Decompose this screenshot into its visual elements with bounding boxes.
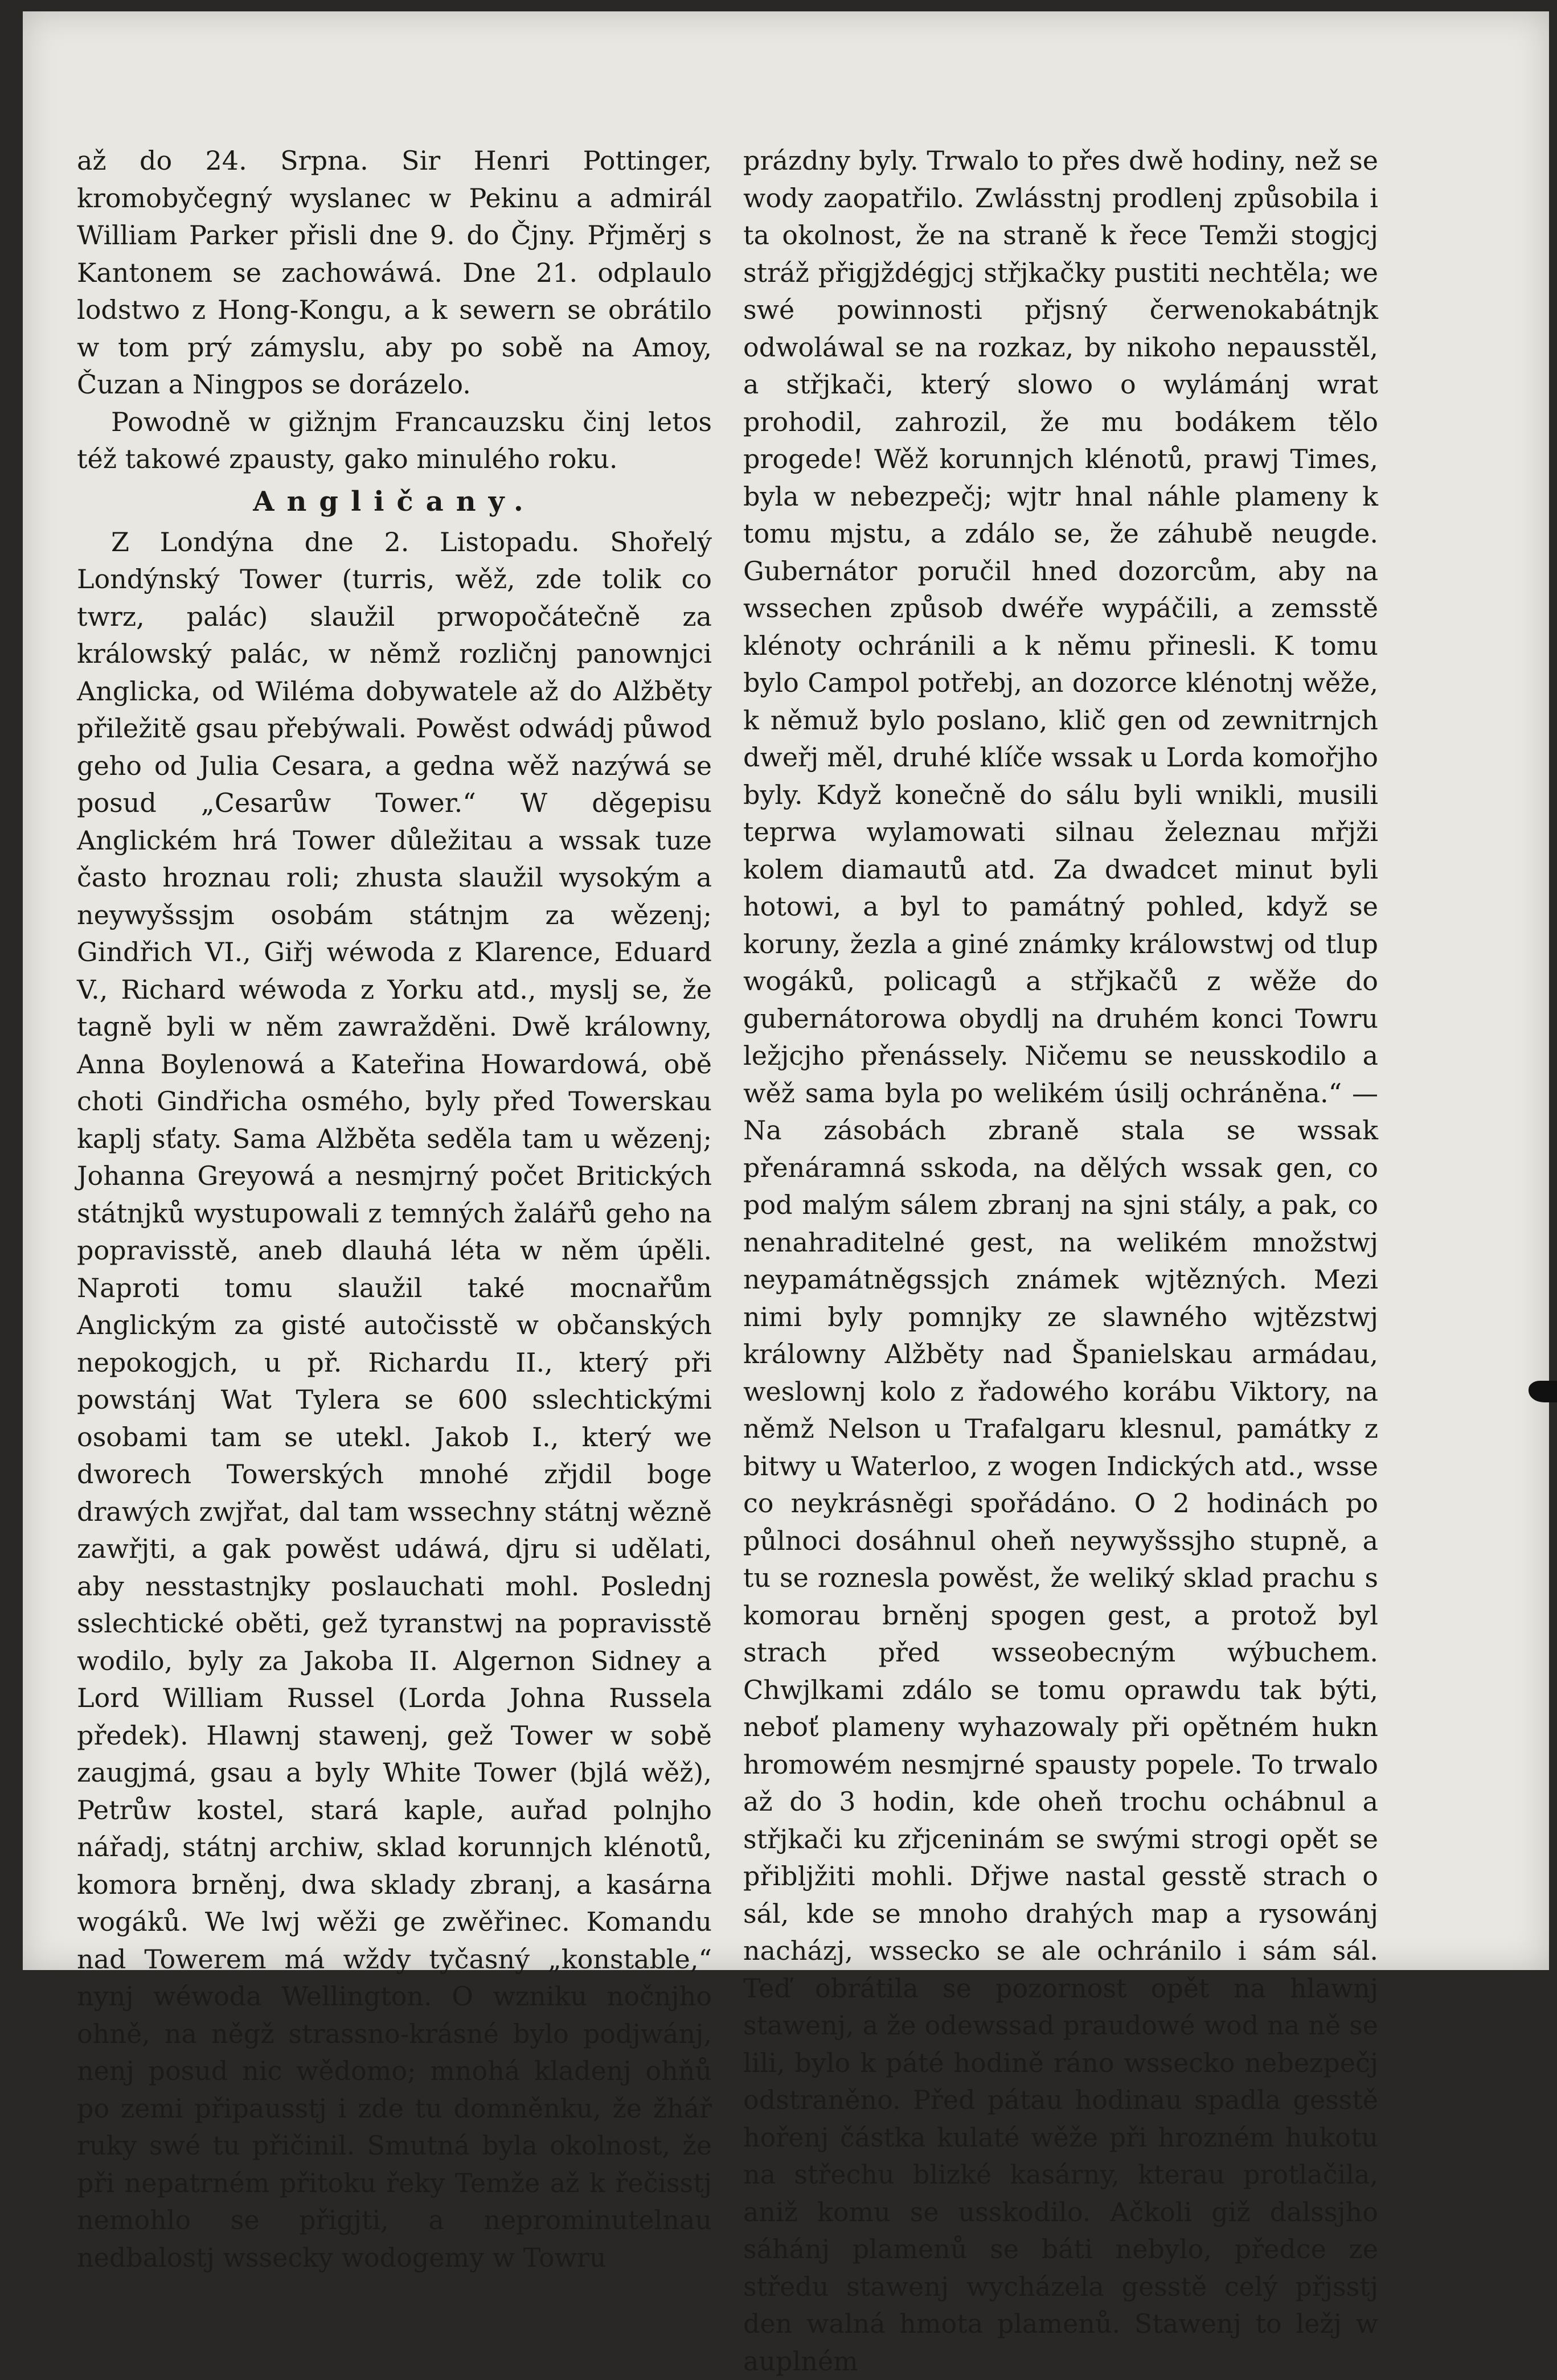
paragraph-london-tower: Z Londýna dne 2. Listopadu. Shořelý Londýnský Tower (turris, wěž, zde tolik co twrz, palác) slaužil prwopočátečně za králowský palác, w němž rozličnj panownjci Anglicka, od Wiléma dobywatele až do Alžběty přiležitě gsau přebýwali. Powěst odwádj půwod geho od Julia Cesara, a gedna wěž nazýwá se posud „Cesarůw Tower.“ W děgepisu Anglickém hrá Tower důležitau a wssak tuze často hroznau roli; zhusta slaužil wysokým a neywyšssjm osobám státnjm za wězenj; Gindřich VI., Giřj wéwoda z Klarence, Eduard V., Richard wéwoda z Yorku atd., myslj se, že tagně byli w něm zawražděni. Dwě králowny, Anna Boylenowá a Kateřina Howardowá, obě choti Gindřicha osmého, byly před Towerskau kaplj sťaty. Sama Alžběta seděla tam u wězenj; Johanna Greyowá a nesmjrný počet Britických státnjků wystupowali z temných žalářů geho na popravisstě, aneb dlauhá léta w něm úpěli. Naproti tomu slaužil také mocnařům Anglickým za gisté autočisstě w občanských nepokogjch, u př. Richardu II., který při powstánj Wat Tylera se 600 sslechtickými osobami tam se utekl. Jakob I., který we dworech Towerských mnohé zřjdil boge drawých zwjřat, dal tam wssechny státnj wězně zawřjti, a gak powěst udáwá, djru si udělati, aby nesstastnjky poslauchati mohl. Poslednj sslechtické oběti, gež tyranstwj na popravisstě wodilo, byly za Jakoba II. Algernon Sidney a Lord William Russel (Lorda Johna Russela předek). Hlawnj stawenj, gež Tower w sobě zaugjmá, gsau a byly White Tower (bjlá wěž), Petrůw kostel, stará kaple, auřad polnjho nářadj, státnj archiw, sklad korunnjch klénotů, komora brněnj, dwa sklady zbranj, a kasárna wogáků. We lwj wěži ge zwěřinec. Komandu nad Towerem má wždy tyčasný „konstable,“ nynj wéwoda Wellington. O wzniku nočnjho ohně, na něgž strassno-krásné bylo podjwánj, nenj posud nic wědomo; mnohá kladenj ohňů po zemi připausstj i zde tu domněnku, že žhář ruky swé tu přičinil. Smutná byla okolnost, že při nepatrném přitoku řeky Temže až k řečisstj nemohlo se přigjti, a neprominutelnau nedbalostj wssecky wodogemy w Towru [77,526,712,2273]
paragraph-tower-fire: prázdny byly. Trwalo to přes dwě hodiny, než se wody zaopatřilo. Zwlásstnj prodlenj způsobila i ta okolnost, že na straně k řece Temži stogjcj stráž přigjždégjcj střjkačky pustiti nechtěla; we swé powinnosti přjsný čerwenokabátnjk odwoláwal se na rozkaz, by nikoho nepausstěl, a střjkači, který slowo o wylámánj wrat prohodil, zahrozil, že mu bodákem tělo progede! Wěž korunnjch klénotů, prawj Times, byla w nebezpečj; wjtr hnal náhle plameny k tomu mjstu, a zdálo se, že záhubě neugde. Gubernátor poručil hned dozorcům, aby na wssechen způsob dwéře wypáčili, a zemsstě klénoty ochránili a k němu přinesli. K tomu bylo Campol potřebj, an dozorce klénotnj wěže, k němuž bylo poslano, klič gen od zewnitrnjch dweřj měl, druhé klíče wssak u Lorda komořjho byly. Když konečně do sálu byli wnikli, musili teprwa wylamowati silnau železnau mřjži kolem diamautů atd. Za dwadcet minut byli hotowi, a byl to památný pohled, když se koruny, žezla a giné známky králowstwj od tlup wogáků, policagů a střjkačů z wěže do gubernátorowa obydlj na druhém konci Towru ležjcjho přenássely. Ničemu se neusskodilo a wěž sama byla po welikém úsilj ochráněna.“ — Na zásobách zbraně stala se wssak přenáramná sskoda, na dělých wssak gen, co pod malým sálem zbranj na sjni stály, a pak, co nenahraditelné gest, na welikém množstwj neypamátněgssjch známek wjtězných. Mezi nimi byly pomnjky ze slawného wjtězstwj králowny Alžběty nad Španielskau armádau, weslownj kolo z řadowého korábu Viktory, na němž Nelson u Trafalgaru klesnul, památky z bitwy u Waterloo, z wogen Indických atd., wsse co neykrásněgi spořádáno. O 2 hodinách po půlnoci dosáhnul oheň neywyšssjho stupně, a tu se roznesla powěst, že weliký sklad prachu s komorau brněnj spogen gest, a protož byl strach před wsseobecným wýbuchem. Chwjlkami zdálo se tomu oprawdu tak býti, neboť plameny wyhazowaly při opětném hukn hromowém nesmjrné spausty popele. To trwalo až do 3 hodin, kde oheň trochu ochábnul a střjkači ku zřjceninám se swými strogi opět se přiblјžiti mohli. Dřjwe nastal gesstě strach o sál, kde se mnoho drahých map a rysowánj nacházj, wssecko se ale ochránilo i sám sál. Teď obrátila se pozornost opět na hlawnj stawenj, a že odewssad praudowé wod na ně se lili, bylo k páté hodině ráno wssecko nebezpečj odstraněno. Před pátau hodinau spadla gesstě hořenj částka kulaté wěže při hrozném hukotu na střechu blizké kasárny, kterau protlačila, aniž komu se usskodilo. Ačkoli giž dalssjho sáhánj plamenů se báti nebylo, předce ze středu stawenj wycházela gesstě celý přjsstj den walná hmota plamenů. Stawenj to ležj w auplném [743,145,1378,2377]
paragraph-france-floods: Powodně w gižnjm Francauzsku činj letos též takowé zpausty, gako minulého roku. [77,406,712,474]
right-column [743,142,1378,2380]
section-heading: Angličany. [253,485,536,518]
paragraph-china-news: až do 24. Srpna. Sir Henri Pottinger, kromobyčegný wyslanec w Pekinu a admirál William Parker přisli dne 9. do Čjny. Přjměrj s Kantonem se zachowáwá. Dne 21. odplaulo lodstwo z Hong-Kongu, a k sewern se obrátilo w tom prý zámyslu, aby po sobě na Amoy, Čuzan a Ningpos se dorázelo. [77,145,712,400]
document-page [23,11,1549,2377]
left-column [77,142,712,2276]
